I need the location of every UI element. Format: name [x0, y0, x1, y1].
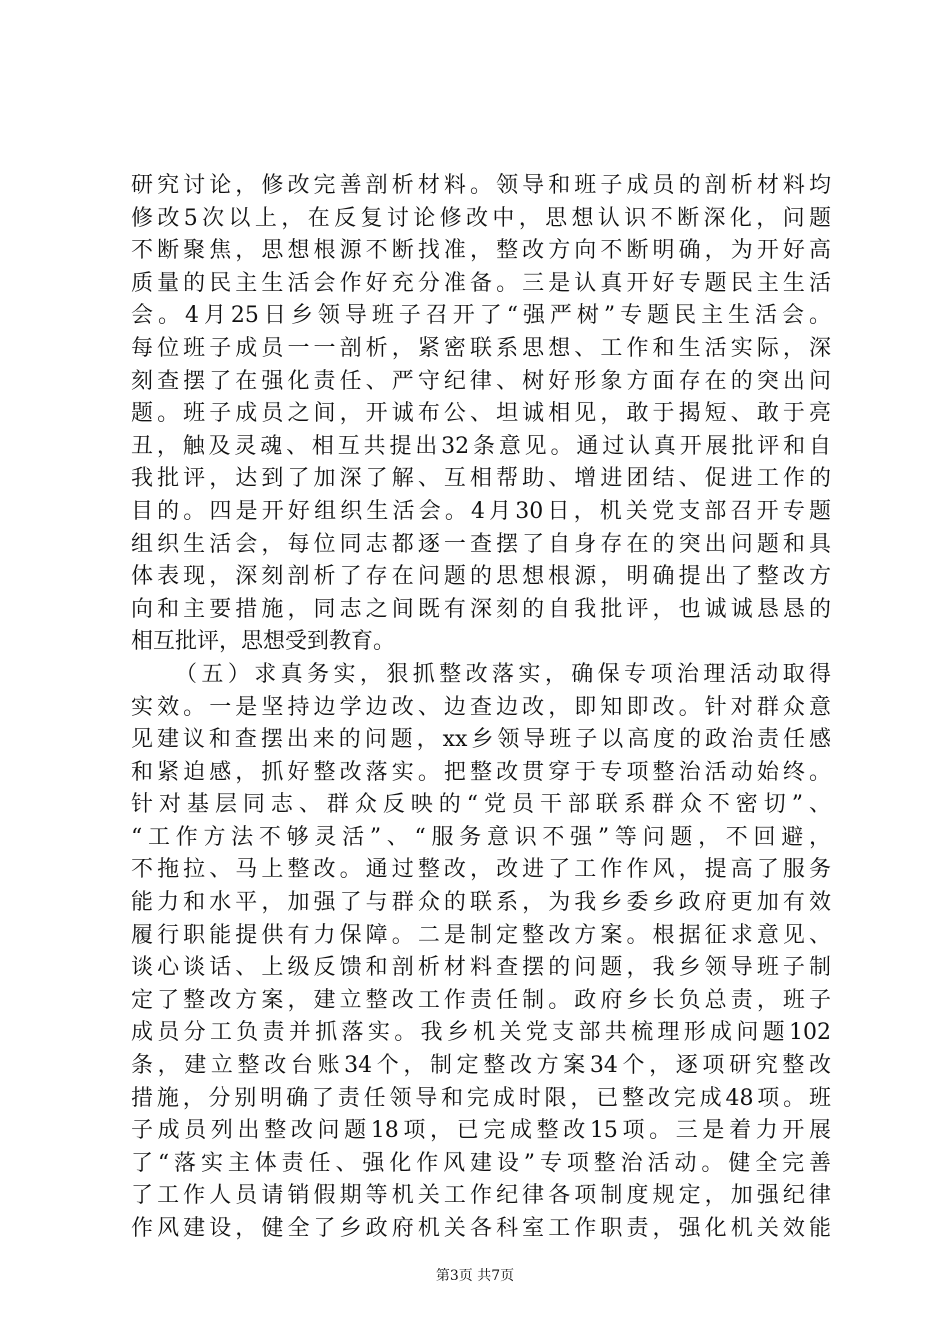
text-line: “工作方法不够灵活”、“服务意识不强”等问题，不回避，: [131, 824, 831, 850]
text-line: 见建议和查摆出来的问题，xx乡领导班子以高度的政治责任感: [131, 727, 831, 753]
text-line: 会。4月25日乡领导班子召开了“强严树”专题民主生活会。: [131, 303, 831, 329]
text-line: 刻查摆了在强化责任、严守纪律、树好形象方面存在的突出问: [131, 368, 831, 394]
text-line: 了工作人员请销假期等机关工作纪律各项制度规定，加强纪律: [131, 1183, 831, 1209]
text-line: （五）求真务实，狠抓整改落实，确保专项治理活动取得: [175, 661, 831, 687]
text-line: 不拖拉、马上整改。通过整改，改进了工作作风，提高了服务: [131, 857, 831, 883]
text-line: 组织生活会，每位同志都逐一查摆了自身存在的突出问题和具: [131, 531, 831, 557]
text-line: 体表现，深刻剖析了存在问题的思想根源，明确提出了整改方: [131, 564, 831, 590]
text-line: 相互批评，思想受到教育。: [131, 629, 396, 655]
text-line: 履行职能提供有力保障。二是制定整改方案。根据征求意见、: [131, 922, 831, 948]
text-line: 了“落实主体责任、强化作风建设”专项整治活动。健全完善: [131, 1150, 831, 1176]
text-line: 不断聚焦，思想根源不断找准，整改方向不断明确，为开好高: [131, 238, 831, 264]
text-line: 我批评，达到了加深了解、互相帮助、增进团结、促进工作的: [131, 466, 831, 492]
paragraph-1: [131, 170, 831, 659]
page-footer: 第3页 共7页: [435, 1268, 515, 1284]
text-line: 向和主要措施，同志之间既有深刻的自我批评，也诚诚恳恳的: [131, 596, 831, 622]
text-line: 子成员列出整改问题18项，已完成整改15项。三是着力开展: [131, 1118, 831, 1144]
text-line: 条，建立整改台账34个，制定整改方案34个，逐项研究整改: [131, 1053, 831, 1079]
text-line: 能力和水平，加强了与群众的联系，为我乡委乡政府更加有效: [131, 890, 831, 916]
text-line: 和紧迫感，抓好整改落实。把整改贯穿于专项整治活动始终。: [131, 759, 831, 785]
text-line: 丑，触及灵魂、相互共提出32条意见。通过认真开展批评和自: [131, 433, 831, 459]
text-line: 措施，分别明确了责任领导和完成时限，已整改完成48项。班: [131, 1085, 831, 1111]
text-line: 题。班子成员之间，开诚布公、坦诚相见，敢于揭短、敢于亮: [131, 401, 831, 427]
text-line: 实效。一是坚持边学边改、边查边改，即知即改。针对群众意: [131, 694, 831, 720]
text-line: 成员分工负责并抓落实。我乡机关党支部共梳理形成问题102: [131, 1020, 831, 1046]
paragraph-2: [131, 659, 831, 1246]
text-line: 每位班子成员一一剖析，紧密联系思想、工作和生活实际，深: [131, 335, 831, 361]
text-line: 研究讨论，修改完善剖析材料。领导和班子成员的剖析材料均: [131, 173, 831, 198]
text-line: 定了整改方案，建立整改工作责任制。政府乡长负总责，班子: [131, 987, 831, 1013]
text-line: 谈心谈话、上级反馈和剖析材料查摆的问题，我乡领导班子制: [131, 955, 831, 981]
text-line: 针对基层同志、群众反映的“党员干部联系群众不密切”、: [131, 792, 831, 818]
text-line: 质量的民主生活会作好充分准备。三是认真开好专题民主生活: [131, 270, 831, 296]
body-text: [131, 170, 831, 1246]
text-line: 修改5次以上，在反复讨论修改中，思想认识不断深化，问题: [131, 205, 831, 231]
text-line: 目的。四是开好组织生活会。4月30日，机关党支部召开专题: [131, 498, 831, 524]
text-line: 作风建设，健全了乡政府机关各科室工作职责，强化机关效能: [131, 1216, 831, 1241]
